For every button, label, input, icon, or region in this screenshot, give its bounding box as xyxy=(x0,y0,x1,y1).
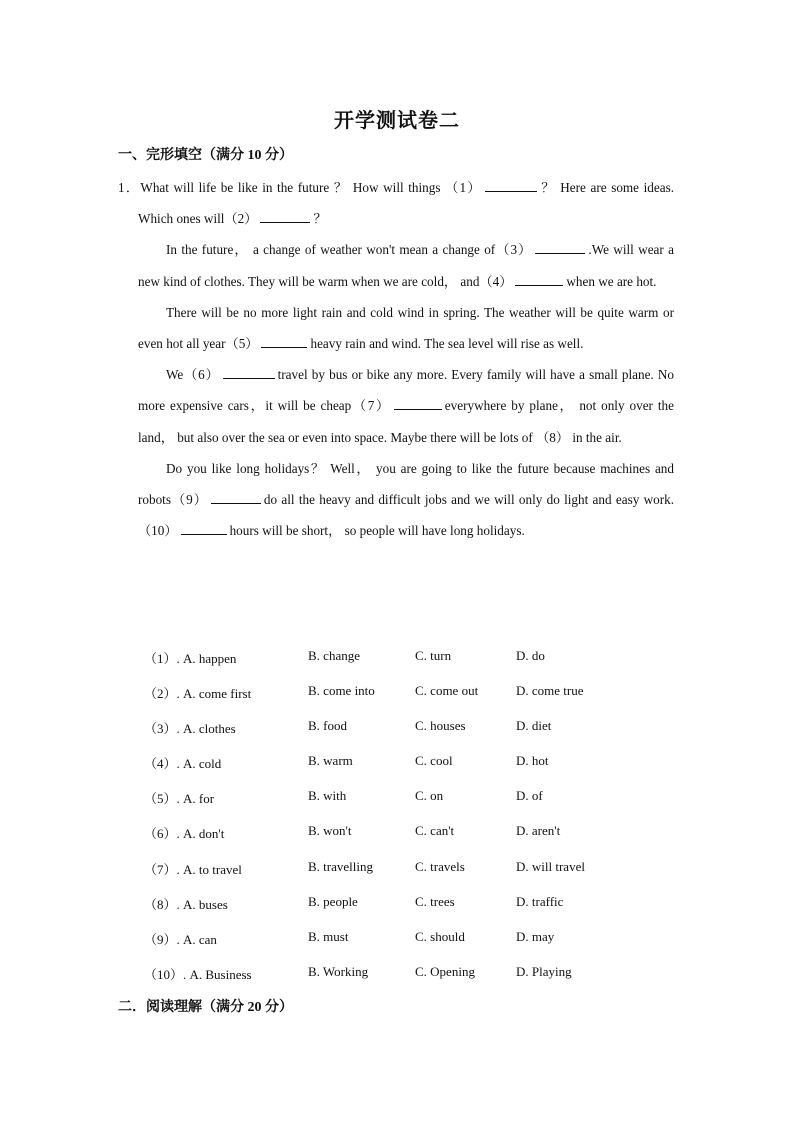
option-b[interactable]: B. food xyxy=(308,718,347,734)
option-d[interactable]: D. aren't xyxy=(516,823,561,839)
option-c[interactable]: C. cool xyxy=(415,753,453,769)
blank-10[interactable] xyxy=(181,522,227,535)
option-c[interactable]: C. travels xyxy=(415,858,465,874)
option-a[interactable]: （3）. A. clothes xyxy=(144,721,236,737)
option-row xyxy=(144,956,664,991)
page-title: 开学测试卷二 xyxy=(334,110,460,132)
option-a[interactable]: （8）. A. buses xyxy=(144,896,228,912)
option-c[interactable]: C. should xyxy=(415,928,465,944)
option-d[interactable]: D. diet xyxy=(516,718,552,734)
option-row xyxy=(144,815,664,850)
blank-1[interactable] xyxy=(485,179,537,192)
option-a[interactable]: （5）. A. for xyxy=(144,791,215,807)
option-row xyxy=(144,640,664,675)
option-row xyxy=(144,745,664,780)
option-b[interactable]: B. won't xyxy=(308,823,352,839)
passage-paragraph-2: In the future， a change of weather won't mean a change of（3） .We will wear a new kind of clothes. They will be warm when we are cold， and（4） when we are hot. xyxy=(138,242,675,289)
option-c[interactable]: C. turn xyxy=(415,648,452,663)
option-a[interactable]: （10）. A. Business xyxy=(144,966,252,982)
blank-5[interactable] xyxy=(261,335,307,348)
blank-4[interactable] xyxy=(515,273,563,286)
option-c[interactable]: C. Opening xyxy=(415,963,475,979)
blank-2[interactable] xyxy=(260,210,310,223)
passage-paragraph-1: 1．What will life be like in the future ？ How will things （1） ？ Here are some ideas. Which ones will（2） ？ xyxy=(118,180,675,227)
section-heading-cloze: 一、完形填空（满分 10 分） xyxy=(118,148,293,163)
option-row xyxy=(144,886,664,921)
option-d[interactable]: D. do xyxy=(516,648,545,663)
passage-paragraph-5: Do you like long holidays？ Well， you are going to like the future because machines and robots（9） do all the heavy and difficult jobs and we will only do light and easy work.（10） hours will be short， so people will have long holidays. xyxy=(138,460,674,539)
option-a[interactable]: （1）. A. happen xyxy=(144,651,237,666)
option-b[interactable]: B. change xyxy=(308,648,360,663)
option-a[interactable]: （9）. A. can xyxy=(144,931,217,947)
option-row xyxy=(144,675,664,710)
option-c[interactable]: C. come out xyxy=(415,683,479,699)
option-c[interactable]: C. can't xyxy=(415,823,455,839)
option-c[interactable]: C. on xyxy=(415,788,444,804)
option-c[interactable]: C. trees xyxy=(415,893,455,909)
option-a[interactable]: （6）. A. don't xyxy=(144,826,225,842)
option-row xyxy=(144,921,664,956)
blank-7[interactable] xyxy=(394,397,442,410)
blank-3[interactable] xyxy=(535,241,585,254)
option-d[interactable]: D. come true xyxy=(516,683,584,699)
option-d[interactable]: D. Playing xyxy=(516,963,572,979)
option-b[interactable]: B. must xyxy=(308,928,349,944)
question-number: 1． xyxy=(118,180,141,195)
option-row xyxy=(144,851,664,886)
option-a[interactable]: （4）. A. cold xyxy=(144,756,222,772)
option-b[interactable]: B. Working xyxy=(308,963,369,979)
option-row xyxy=(144,780,664,815)
option-row xyxy=(144,710,664,745)
section-heading-reading: 二．阅读理解（满分 20 分） xyxy=(118,1000,293,1015)
blank-6[interactable] xyxy=(223,366,275,379)
option-d[interactable]: D. traffic xyxy=(516,893,564,909)
option-a[interactable]: （2）. A. come first xyxy=(144,686,252,702)
option-b[interactable]: B. with xyxy=(308,788,347,804)
option-c[interactable]: C. houses xyxy=(415,718,466,734)
option-b[interactable]: B. come into xyxy=(308,683,375,699)
blank-9[interactable] xyxy=(211,491,261,504)
option-b[interactable]: B. warm xyxy=(308,753,353,769)
option-b[interactable]: B. people xyxy=(308,893,358,909)
passage-paragraph-3: There will be no more light rain and cold wind in spring. The weather will be quite warm or even hot all year（5） heavy rain and wind. The sea level will rise as well. xyxy=(138,304,674,352)
option-b[interactable]: B. travelling xyxy=(308,858,373,874)
answer-options xyxy=(144,640,664,991)
option-d[interactable]: D. may xyxy=(516,928,555,944)
passage-paragraph-4: We（6） travel by bus or bike any more. Every family will have a small plane. No more expensive cars，it will be cheap（7） everywhere by plane， not only over the land， but also over the sea or even into space. Maybe there will be lots of （8） in the air. xyxy=(138,367,674,445)
cloze-passage xyxy=(118,172,675,546)
option-d[interactable]: D. of xyxy=(516,788,543,804)
option-d[interactable]: D. hot xyxy=(516,753,549,769)
option-d[interactable]: D. will travel xyxy=(516,858,585,874)
option-a[interactable]: （7）. A. to travel xyxy=(144,861,242,877)
